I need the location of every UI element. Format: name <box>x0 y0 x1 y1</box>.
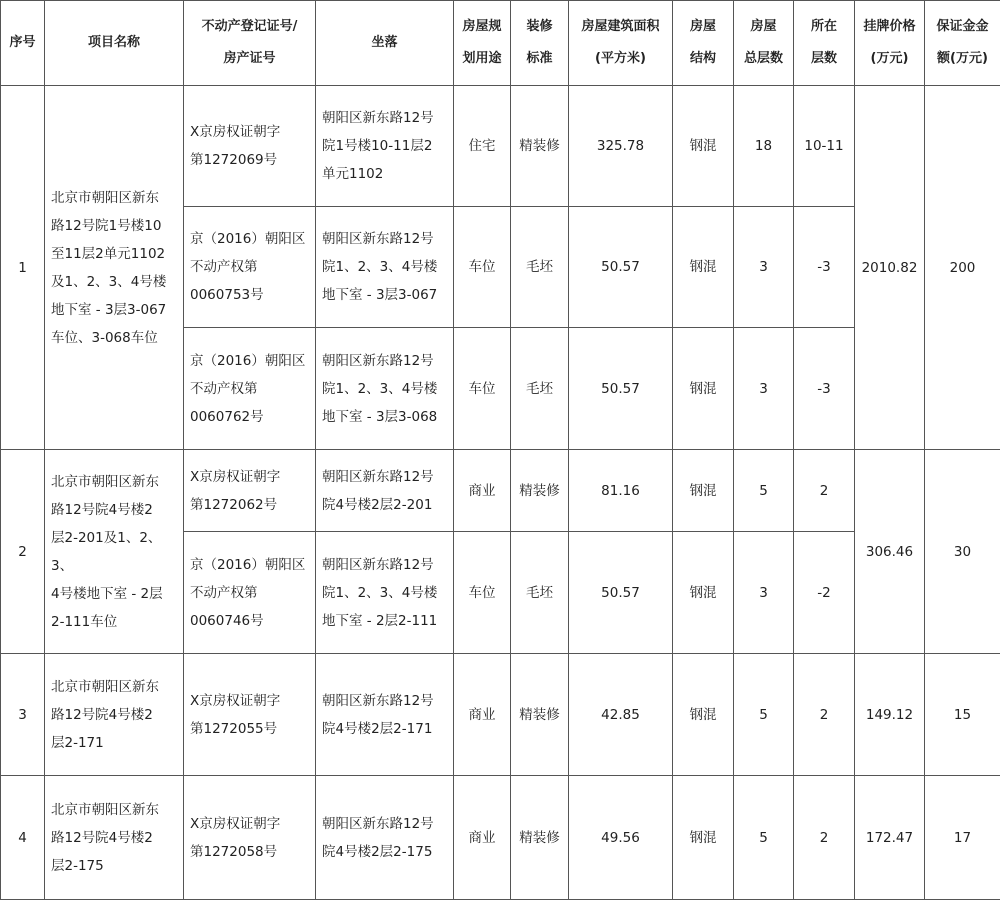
cell-area: 50.57 <box>569 328 673 450</box>
cell-price: 306.46 <box>855 450 925 654</box>
cell-cert: X京房权证朝字 第1272069号 <box>184 86 316 207</box>
header-cert: 不动产登记证号/ 房产证号 <box>184 1 316 86</box>
cell-decor: 精装修 <box>511 86 569 207</box>
cell-location: 朝阳区新东路12号 院1、2、3、4号楼 地下室 - 2层2-111 <box>316 532 454 654</box>
cell-area: 325.78 <box>569 86 673 207</box>
cell-floor: 2 <box>794 654 855 776</box>
header-usage: 房屋规 划用途 <box>454 1 511 86</box>
cell-no: 1 <box>1 86 45 450</box>
cell-no: 3 <box>1 654 45 776</box>
header-name: 项目名称 <box>45 1 184 86</box>
cell-project-name: 北京市朝阳区新东 路12号院4号楼2 层2-175 <box>45 776 184 900</box>
cell-cert: 京（2016）朝阳区 不动产权第 0060753号 <box>184 207 316 328</box>
cell-floors: 5 <box>734 654 794 776</box>
cell-cert: 京（2016）朝阳区 不动产权第 0060762号 <box>184 328 316 450</box>
header-structure: 房屋 结构 <box>673 1 734 86</box>
header-no: 序号 <box>1 1 45 86</box>
cell-area: 42.85 <box>569 654 673 776</box>
cell-floor: 10-11 <box>794 86 855 207</box>
cell-area: 49.56 <box>569 776 673 900</box>
header-row <box>1 1 1000 86</box>
cell-floors: 3 <box>734 328 794 450</box>
header-location: 坐落 <box>316 1 454 86</box>
cell-area: 81.16 <box>569 450 673 532</box>
cell-deposit: 15 <box>925 654 1000 776</box>
table-row <box>1 776 1000 900</box>
cell-usage: 车位 <box>454 207 511 328</box>
cell-structure: 钢混 <box>673 776 734 900</box>
cell-structure: 钢混 <box>673 207 734 328</box>
cell-floor: 2 <box>794 776 855 900</box>
cell-deposit: 30 <box>925 450 1000 654</box>
cell-location: 朝阳区新东路12号 院1、2、3、4号楼 地下室 - 3层3-068 <box>316 328 454 450</box>
cell-structure: 钢混 <box>673 86 734 207</box>
cell-project-name: 北京市朝阳区新东 路12号院4号楼2 层2-201及1、2、3、 4号楼地下室 - 2层 2-111车位 <box>45 450 184 654</box>
cell-floor: -3 <box>794 328 855 450</box>
table-row <box>1 654 1000 776</box>
cell-location: 朝阳区新东路12号 院4号楼2层2-175 <box>316 776 454 900</box>
cell-decor: 精装修 <box>511 450 569 532</box>
cell-usage: 车位 <box>454 328 511 450</box>
cell-floors: 5 <box>734 776 794 900</box>
cell-decor: 精装修 <box>511 776 569 900</box>
header-floors: 房屋 总层数 <box>734 1 794 86</box>
cell-no: 2 <box>1 450 45 654</box>
cell-floors: 18 <box>734 86 794 207</box>
cell-floor: -2 <box>794 532 855 654</box>
cell-decor: 毛坯 <box>511 328 569 450</box>
cell-cert: 京（2016）朝阳区 不动产权第 0060746号 <box>184 532 316 654</box>
cell-project-name: 北京市朝阳区新东 路12号院1号楼10 至11层2单元1102 及1、2、3、4号楼 地下室 - 3层3-067 车位、3-068车位 <box>45 86 184 450</box>
cell-floors: 3 <box>734 207 794 328</box>
cell-location: 朝阳区新东路12号 院1、2、3、4号楼 地下室 - 3层3-067 <box>316 207 454 328</box>
cell-structure: 钢混 <box>673 328 734 450</box>
header-decor: 装修 标准 <box>511 1 569 86</box>
cell-cert: X京房权证朝字 第1272058号 <box>184 776 316 900</box>
cell-cert: X京房权证朝字 第1272055号 <box>184 654 316 776</box>
header-deposit: 保证金金 额(万元) <box>925 1 1000 86</box>
cell-floor: 2 <box>794 450 855 532</box>
cell-floors: 3 <box>734 532 794 654</box>
cell-floors: 5 <box>734 450 794 532</box>
header-price: 挂牌价格 (万元) <box>855 1 925 86</box>
cell-usage: 商业 <box>454 654 511 776</box>
cell-usage: 商业 <box>454 450 511 532</box>
cell-structure: 钢混 <box>673 532 734 654</box>
cell-decor: 精装修 <box>511 654 569 776</box>
cell-structure: 钢混 <box>673 450 734 532</box>
cell-deposit: 200 <box>925 86 1000 450</box>
cell-price: 149.12 <box>855 654 925 776</box>
header-floor: 所在 层数 <box>794 1 855 86</box>
table-row <box>1 450 1000 532</box>
cell-usage: 车位 <box>454 532 511 654</box>
cell-cert: X京房权证朝字 第1272062号 <box>184 450 316 532</box>
cell-area: 50.57 <box>569 532 673 654</box>
cell-location: 朝阳区新东路12号 院4号楼2层2-171 <box>316 654 454 776</box>
header-area: 房屋建筑面积 (平方米) <box>569 1 673 86</box>
cell-price: 2010.82 <box>855 86 925 450</box>
cell-usage: 住宅 <box>454 86 511 207</box>
cell-project-name: 北京市朝阳区新东 路12号院4号楼2 层2-171 <box>45 654 184 776</box>
cell-area: 50.57 <box>569 207 673 328</box>
cell-structure: 钢混 <box>673 654 734 776</box>
cell-deposit: 17 <box>925 776 1000 900</box>
cell-location: 朝阳区新东路12号 院1号楼10-11层2 单元1102 <box>316 86 454 207</box>
table-row <box>1 86 1000 207</box>
cell-location: 朝阳区新东路12号 院4号楼2层2-201 <box>316 450 454 532</box>
cell-usage: 商业 <box>454 776 511 900</box>
cell-no: 4 <box>1 776 45 900</box>
cell-decor: 毛坯 <box>511 207 569 328</box>
cell-decor: 毛坯 <box>511 532 569 654</box>
cell-price: 172.47 <box>855 776 925 900</box>
cell-floor: -3 <box>794 207 855 328</box>
